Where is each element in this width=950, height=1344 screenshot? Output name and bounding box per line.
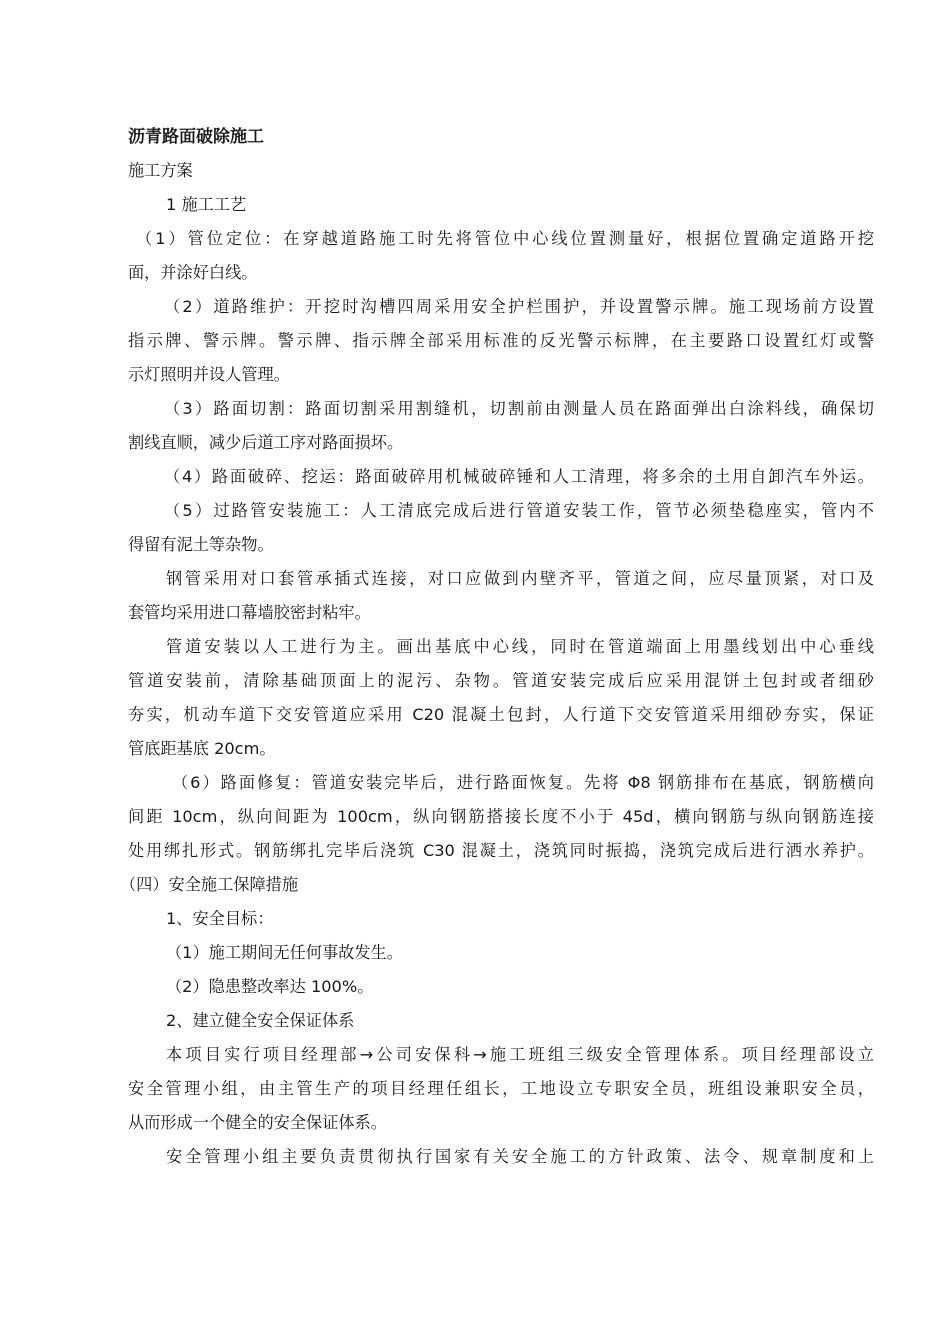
paragraph-line: 安全管理小组主要负责贯彻执行国家有关安全施工的方针政策、法令、规章制度和上 [166, 1147, 874, 1166]
numbered-heading: 1 施工工艺 [166, 195, 247, 214]
section-heading: 施工方案 [128, 161, 193, 180]
paragraph-line: 指示牌、警示牌。警示牌、指示牌全部采用标准的反光警示标牌，在主要路口设置红灯或警 [128, 331, 874, 350]
paragraph-line: 管底距基底 20cm。 [128, 739, 276, 758]
paragraph-line: 钢管采用对口套管承插式连接，对口应做到内壁齐平，管道之间，应尽量顶紧，对口及 [166, 569, 874, 588]
paragraph-line: （1）管位定位：在穿越道路施工时先将管位中心线位置测量好，根据位置确定道路开挖 [136, 229, 874, 248]
paragraph-line: 夯实，机动车道下交安管道应采用 C20 混凝土包封，人行道下交安管道采用细砂夯实，保证 [128, 705, 874, 724]
paragraph-line: 从而形成一个健全的安全保证体系。 [128, 1113, 387, 1132]
paragraph-line: 示灯照明并设人管理。 [128, 365, 290, 384]
paragraph-line: 间距 10cm，纵向间距为 100cm，纵向钢筋搭接长度不小于 45d，横向钢筋与纵向钢筋连接 [128, 807, 874, 826]
paragraph-line: （6）路面修复：管道安装完毕后，进行路面恢复。先将 Φ8 钢筋排布在基底，钢筋横向 [172, 773, 874, 792]
paragraph-line: （4）路面破碎、挖运：路面破碎用机械破碎锤和人工清理，将多余的土用自卸汽车外运。 [164, 467, 874, 486]
paragraph-line: （3）路面切割：路面切割采用割缝机，切割前由测量人员在路面弹出白涂料线，确保切 [164, 399, 874, 418]
paragraph-line: 本项目实行项目经理部→公司安保科→施工班组三级安全管理体系。项目经理部设立 [166, 1045, 874, 1064]
section-heading: （四）安全施工保障措施 [120, 875, 299, 894]
paragraph-line: 管道安装以人工进行为主。画出基底中心线，同时在管道端面上用墨线划出中心垂线 [166, 637, 874, 656]
paragraph-line: 得留有泥土等杂物。 [128, 535, 274, 554]
paragraph-line: 面，并涂好白线。 [128, 263, 258, 282]
document-title: 沥青路面破除施工 [128, 127, 264, 147]
list-item: （2）隐患整改率达 100%。 [166, 977, 374, 996]
paragraph-line: （5）过路管安装施工：人工清底完成后进行管道安装工作，管节必须垫稳座实，管内不 [164, 501, 874, 520]
numbered-heading: 1、安全目标： [166, 909, 274, 928]
paragraph-line: 管道安装前，清除基础顶面上的泥污、杂物。管道安装完成后应采用混饼土包封或者细砂 [128, 671, 874, 690]
paragraph-line: 套管均采用进口幕墙胶密封粘牢。 [128, 603, 371, 622]
paragraph-line: 割线直顺，减少后道工序对路面损坏。 [128, 433, 404, 452]
document-page [120, 120, 874, 1174]
paragraph-line: （2）道路维护：开挖时沟槽四周采用安全护栏围护，并设置警示牌。施工现场前方设置 [164, 297, 874, 316]
list-item: （1）施工期间无任何事故发生。 [166, 943, 403, 962]
numbered-heading: 2、建立健全安全保证体系 [166, 1011, 355, 1030]
paragraph-line: 安全管理小组，由主管生产的项目经理任组长，工地设立专职安全员，班组设兼职安全员， [128, 1079, 874, 1098]
paragraph-line: 处用绑扎形式。钢筋绑扎完毕后浇筑 C30 混凝土，浇筑同时振捣，浇筑完成后进行洒水养护。 [128, 841, 874, 860]
